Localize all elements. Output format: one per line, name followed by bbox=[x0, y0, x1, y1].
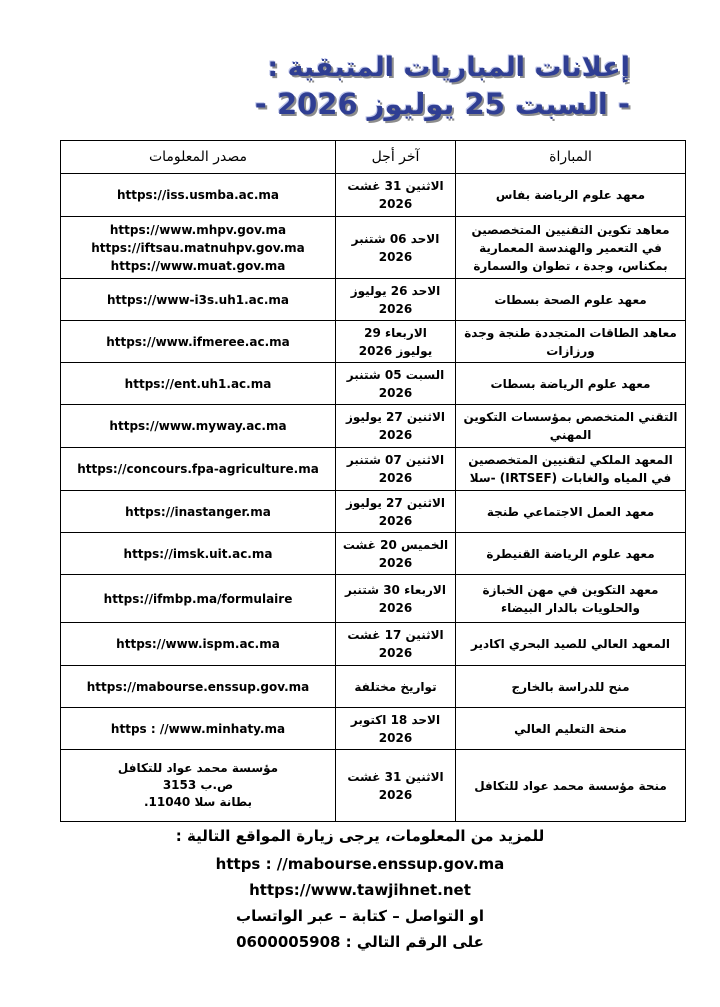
cell-source bbox=[61, 405, 336, 448]
cell-source bbox=[61, 491, 336, 533]
page-subtitle-date: - السبت 25 يوليوز 2026 - bbox=[254, 87, 630, 121]
deadline-line: 2026 bbox=[378, 428, 413, 442]
source-link[interactable]: https://inastanger.ma bbox=[125, 504, 271, 519]
deadline-line: السبت 05 شتنبر bbox=[346, 367, 445, 382]
cell-source bbox=[61, 623, 336, 666]
deadline-line: الاحد 26 يوليوز bbox=[350, 283, 441, 298]
deadline-line: 2026 bbox=[378, 787, 413, 802]
header-match: المباراة bbox=[456, 141, 686, 174]
deadline-line: 2026 bbox=[378, 646, 413, 660]
table-row bbox=[61, 321, 686, 363]
deadline-line: الاثنين 07 شتنبر bbox=[346, 453, 445, 467]
cell-match-name: منح للدراسة بالخارج bbox=[456, 666, 686, 708]
cell-deadline bbox=[336, 363, 456, 405]
deadline-line: 2026 bbox=[378, 730, 413, 745]
deadline-line: 2026 bbox=[378, 471, 413, 485]
cell-match-name: معهد علوم الرياضة القنيطرة bbox=[456, 533, 686, 575]
cell-match-name: المعهد العالي للصيد البحري اكادير bbox=[456, 623, 686, 666]
cell-deadline bbox=[336, 575, 456, 623]
table-row bbox=[61, 623, 686, 666]
source-link[interactable]: https://mabourse.enssup.gov.ma bbox=[86, 679, 310, 694]
cell-deadline bbox=[336, 174, 456, 217]
deadline-line: الاثنين 27 يوليوز bbox=[345, 495, 446, 510]
cell-match-name: معاهد تكوين التقنيين المتخصصين في التعمير والهندسة المعمارية بمكناس، وجدة ، تطوان والسمارة bbox=[456, 217, 686, 279]
cell-deadline bbox=[336, 279, 456, 321]
source-link[interactable]: https://www.ifmeree.ac.ma bbox=[106, 334, 290, 349]
table-row bbox=[61, 533, 686, 575]
cell-source bbox=[61, 708, 336, 750]
cell-deadline bbox=[336, 405, 456, 448]
cell-deadline bbox=[336, 533, 456, 575]
cell-match-name: معهد التكوين في مهن الخبازة والحلويات بالدار البيضاء bbox=[456, 575, 686, 623]
page-title: إعلانات المباريات المتبقية : bbox=[267, 52, 630, 83]
cell-source bbox=[61, 666, 336, 708]
source-link[interactable]: https://www.myway.ac.ma bbox=[109, 419, 287, 433]
table-row bbox=[61, 491, 686, 533]
table-row bbox=[61, 363, 686, 405]
cell-source bbox=[61, 575, 336, 623]
table-row bbox=[61, 708, 686, 750]
cell-match-name: المعهد الملكي لتقنيين المتخصصين في المياه والغابات (IRTSEF) -سلا bbox=[456, 448, 686, 491]
source-link[interactable]: https://ifmbp.ma/formulaire bbox=[103, 591, 293, 606]
source-link[interactable]: https://www.mhpv.gov.ma bbox=[109, 222, 287, 237]
footer-contact-text: او التواصل – كتابة – عبر الواتساب bbox=[236, 907, 484, 925]
deadline-line: الاحد 18 اكتوبر bbox=[350, 712, 441, 727]
source-link[interactable]: https://www-i3s.uh1.ac.ma bbox=[106, 292, 290, 307]
table-row bbox=[61, 217, 686, 279]
cell-deadline bbox=[336, 321, 456, 363]
cell-match-name: التقني المتخصص بمؤسسات التكوين المهني bbox=[456, 405, 686, 448]
cell-deadline bbox=[336, 666, 456, 708]
source-link[interactable]: https://ent.uh1.ac.ma bbox=[124, 376, 272, 391]
deadline-line: الاثنين 27 يوليوز bbox=[345, 410, 446, 424]
cell-source bbox=[61, 750, 336, 822]
source-link[interactable]: https://concours.fpa-agriculture.ma bbox=[77, 462, 319, 476]
table-row bbox=[61, 750, 686, 822]
deadline-line: الاثنين 17 غشت bbox=[347, 628, 444, 642]
deadline-line: 2026 bbox=[378, 513, 413, 528]
contests-table bbox=[60, 140, 686, 822]
cell-source bbox=[61, 279, 336, 321]
table-row bbox=[61, 666, 686, 708]
deadline-line: يوليوز 2026 bbox=[358, 343, 433, 358]
cell-source bbox=[61, 217, 336, 279]
cell-match-name: معهد علوم الصحة بسطات bbox=[456, 279, 686, 321]
source-link[interactable]: https://iftsau.matnuhpv.gov.ma bbox=[91, 240, 305, 255]
deadline-line: الاربعاء 29 bbox=[364, 325, 427, 340]
table-row bbox=[61, 405, 686, 448]
header-deadline: آخر أجل bbox=[336, 141, 456, 174]
cell-source bbox=[61, 448, 336, 491]
footer-link-mabourse[interactable]: https : //mabourse.enssup.gov.ma bbox=[215, 855, 505, 873]
cell-match-name: معاهد الطاقات المتجددة طنجة وجدة ورزازات bbox=[456, 321, 686, 363]
source-link[interactable]: https://www.ispm.ac.ma bbox=[116, 637, 280, 651]
deadline-line: 2026 bbox=[378, 600, 413, 615]
cell-match-name: منحة التعليم العالي bbox=[456, 708, 686, 750]
cell-match-name: معهد علوم الرياضة بسطات bbox=[456, 363, 686, 405]
cell-match-name: معهد علوم الرياضة بفاس bbox=[456, 174, 686, 217]
footer-link-tawjihnet[interactable]: https://www.tawjihnet.net bbox=[249, 881, 471, 899]
deadline-line: الاحد 06 شتنبر bbox=[351, 231, 440, 246]
cell-deadline bbox=[336, 750, 456, 822]
cell-deadline bbox=[336, 217, 456, 279]
deadline-line: 2026 bbox=[378, 301, 413, 316]
deadline-line: تواريخ مختلفة bbox=[354, 679, 437, 694]
deadline-line: الاثنين 31 غشت bbox=[347, 769, 444, 784]
deadline-line: الخميس 20 غشت bbox=[342, 537, 449, 552]
deadline-line: 2026 bbox=[378, 197, 413, 211]
cell-deadline bbox=[336, 708, 456, 750]
table-row bbox=[61, 575, 686, 623]
source-address-line: ص.ب 3153 bbox=[162, 778, 234, 792]
cell-deadline bbox=[336, 491, 456, 533]
cell-deadline bbox=[336, 623, 456, 666]
source-link[interactable]: https://www.muat.gov.ma bbox=[110, 258, 286, 273]
table-row bbox=[61, 448, 686, 491]
table-row bbox=[61, 174, 686, 217]
footer-phone-number: على الرقم التالي : 0600005908 bbox=[236, 933, 484, 951]
source-link[interactable]: https://iss.usmba.ac.ma bbox=[116, 188, 280, 202]
cell-match-name: معهد العمل الاجتماعي طنجة bbox=[456, 491, 686, 533]
source-link[interactable]: https : //www.minhaty.ma bbox=[110, 721, 286, 736]
deadline-line: الاربعاء 30 شتنبر bbox=[345, 582, 446, 597]
header-source: مصدر المعلومات bbox=[61, 141, 336, 174]
deadline-line: 2026 bbox=[378, 385, 413, 400]
table-body bbox=[61, 174, 686, 822]
table-row bbox=[61, 279, 686, 321]
source-address-line: مؤسسة محمد عواد للتكافل bbox=[117, 761, 279, 775]
deadline-line: الاثنين 31 غشت bbox=[347, 179, 444, 193]
cell-deadline bbox=[336, 448, 456, 491]
table-header-row bbox=[61, 141, 686, 174]
cell-source bbox=[61, 321, 336, 363]
footer-more-info: للمزيد من المعلومات، يرجى زيارة المواقع التالية : bbox=[175, 827, 545, 845]
cell-match-name: منحة مؤسسة محمد عواد للتكافل bbox=[456, 750, 686, 822]
cell-source bbox=[61, 174, 336, 217]
source-address-line: بطانة سلا 11040. bbox=[143, 795, 253, 809]
cell-source bbox=[61, 363, 336, 405]
source-link[interactable]: https://imsk.uit.ac.ma bbox=[123, 546, 273, 561]
deadline-line: 2026 bbox=[378, 555, 413, 570]
cell-source bbox=[61, 533, 336, 575]
deadline-line: 2026 bbox=[378, 249, 413, 264]
